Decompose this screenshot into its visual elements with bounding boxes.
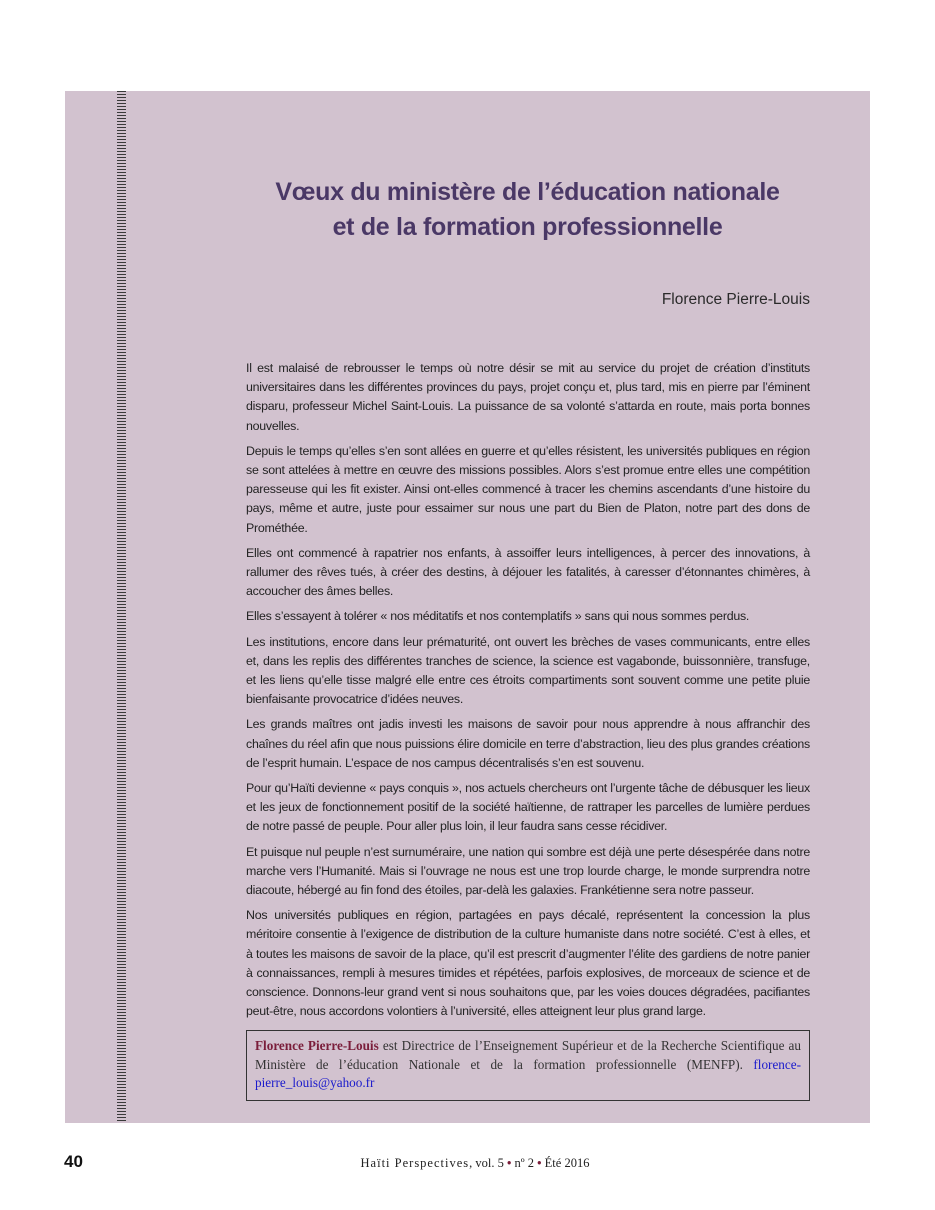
paragraph: Il est malaisé de rebrousser le temps où notre désir se mit au service du projet de création d’instituts universitaires dans les différentes provinces du pays, projet conçu et, plus tard, mis en pierre par l’éminent disparu, professeur Michel Saint-Louis. La puissance de sa volonté s’attarda en route, mais porta bonnes nouvelles. [246,361,810,433]
paragraph: Pour qu’Haïti devienne « pays conquis », nos actuels chercheurs ont l’urgente tâche de débusquer les lieux et les jeux de fonctionnement positif de la société haïtienne, de rattraper les parcelles de lumière perdues de notre passé de peuple. Pour aller plus loin, il leur faudra sans cesse récidiver. [246,781,810,834]
footer-dot: • [507,1156,512,1170]
paragraph: Et puisque nul peuple n’est surnuméraire, une nation qui sombre est déjà une perte désespérée dans notre marche vers l’Humanité. Mais si l’ouvrage ne nous est une trop lourde charge, le monde surprendra notre diacoute, hébergé au fin fond des étoiles, par-delà les galaxies. Frankétienne sera notre passeur. [246,844,810,898]
title-line-1: Vœux du ministère de l’éducation nationale [275,178,780,206]
article-body [246,359,810,1028]
journal-issue: nº 2 [511,1156,538,1170]
paragraph: Depuis le temps qu’elles s’en sont allées en guerre et qu’elles résistent, les universités publiques en région se sont attelées à mettre en œuvre des missions possibles. Alors s’est promue entre elles une compétition paresseuse qui les fit exister. Ainsi ont-elles commencé à tracer les chemins ascendants d’une histoire du pays, même et autre, juste pour essaimer sur nous une part du Bien de Platon, notre part des dons de Prométhée. [246,443,810,535]
bio-author-name: Florence Pierre-Louis [255,1038,379,1053]
side-ruler-decoration [117,91,126,1123]
journal-season: Été 2016 [541,1156,590,1170]
journal-volume: , vol. 5 [469,1156,507,1170]
article-author: Florence Pierre-Louis [661,291,810,308]
footer-dot: • [537,1156,542,1170]
page-number: 40 [64,1152,83,1171]
paragraph: Nos universités publiques en région, partagées en pays décalé, représentent la concession la plus méritoire consentie à l’exigence de distribution de la culture humaniste dans notre société. C’est à elles, et à toutes les maisons de savoir de la place, qu’il est prescrit d’augmenter l’élite des gardiens de notre panier à connaissances, rempli à mesures timides et répétées, parfois explosives, de morceaux de science et de conscience. Donnons-leur grand vent si nous souhaitons que, par les voies douces dégradées, pacifiantes peut-être, nous accordons volontiers à l’université, elles atteignent leur plus grand large. [246,908,810,1019]
bio-text: est Directrice de l’Enseignement Supérieur et de la Recherche Scientifique au Ministère de l’éducation Nationale et de la formation professionnelle (MENFP). [255,1038,801,1072]
title-line-2: et de la formation professionnelle [332,213,723,241]
journal-footer [300,1156,650,1171]
paragraph: Les grands maîtres ont jadis investi les maisons de savoir pour nous apprendre à nous affranchir des chaînes du réel afin que nous puissions élire domicile en terre d’abstraction, lieu des plus grandes créations de l’esprit humain. L’espace de nos campus décentralisés s’en est souvenu. [246,717,810,770]
article-title [245,175,810,245]
journal-name: Haïti Perspectives [360,1156,470,1170]
paragraph: Elles ont commencé à rapatrier nos enfants, à assoiffer leurs intelligences, à percer des innovations, à rallumer des rêves tués, à créer des destins, à déjouer les fatalités, à caresser d’étonnantes chimères, à accoucher des âmes belles. [246,545,810,599]
bio-email-link[interactable]: florence-pierre_louis@yahoo.fr [255,1056,801,1091]
paragraph: Elles s’essayent à tolérer « nos méditatifs et nos contemplatifs » sans qui nous sommes perdus. [246,609,750,624]
author-bio-box [246,1030,810,1101]
paragraph: Les institutions, encore dans leur prématurité, ont ouvert les brèches de vases communicants, entre elles et, dans les replis des différentes tranches de science, la science est vagabonde, buissonnière, transfuge, et les liens qu’elle tisse malgré elle entre ces étroits compartiments sont souvent comme une petite pluie bienfaisante provocatrice d’idées neuves. [246,634,810,707]
